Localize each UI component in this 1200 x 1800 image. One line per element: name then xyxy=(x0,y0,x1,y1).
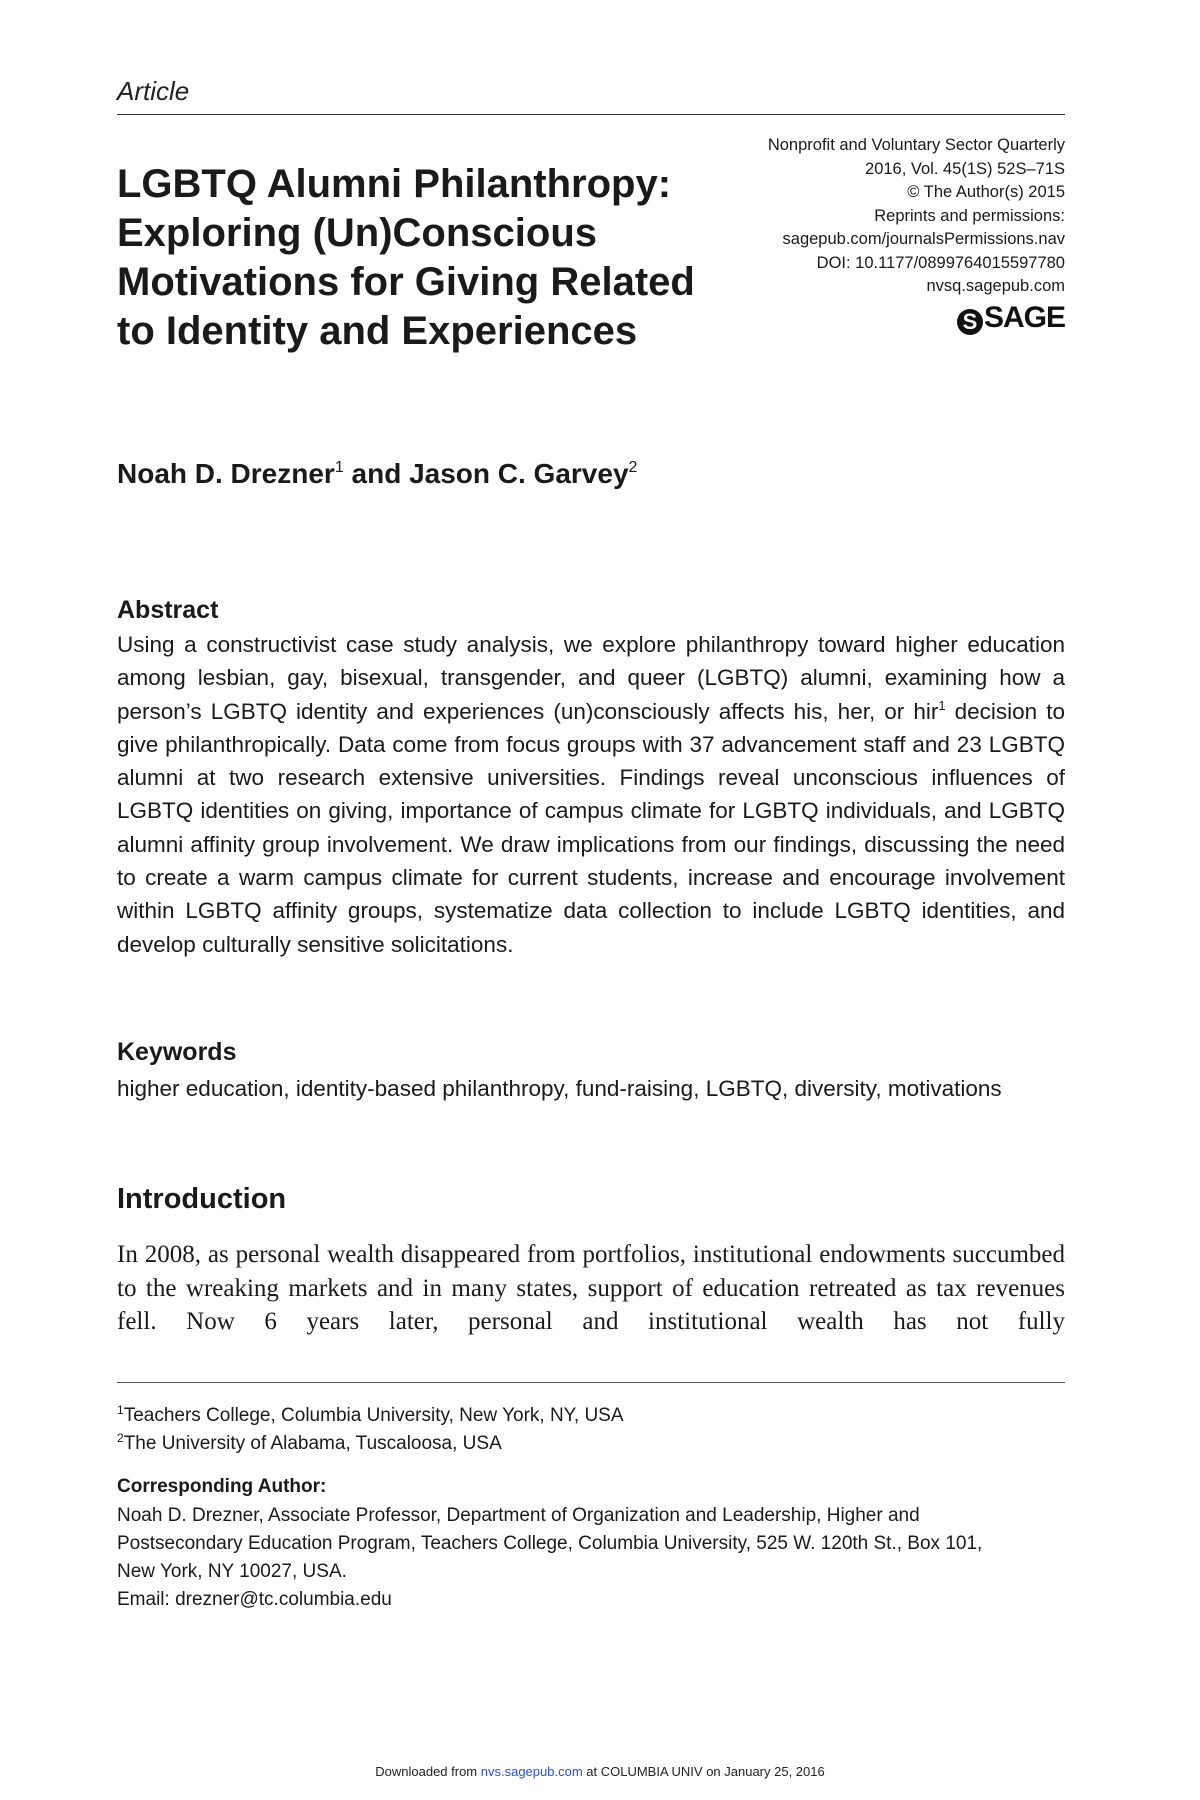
affiliation-marker: 2 xyxy=(117,1431,124,1445)
author-name: Jason C. Garvey xyxy=(409,458,629,489)
journal-url[interactable]: nvsq.sagepub.com xyxy=(926,277,1065,295)
affiliations xyxy=(117,1402,624,1458)
permissions-link[interactable]: sagepub.com/journalsPermissions.nav xyxy=(782,230,1065,248)
corresponding-author-heading: Corresponding Author: xyxy=(117,1476,327,1497)
author-joiner: and xyxy=(343,458,410,489)
header-rule xyxy=(117,114,1065,115)
reprints-label: Reprints and permissions: xyxy=(874,206,1065,225)
corresponding-line: Noah D. Drezner, Associate Professor, Department of Organization and Leadership, Higher and xyxy=(117,1505,920,1526)
journal-name: Nonprofit and Voluntary Sector Quarterly xyxy=(767,136,1065,154)
corresponding-email[interactable]: Email: drezner@tc.columbia.edu xyxy=(117,1589,392,1610)
author-name: Noah D. Drezner xyxy=(117,458,335,489)
title-line: Motivations for Giving Related xyxy=(117,260,695,304)
affiliation-marker: 1 xyxy=(334,459,344,476)
journal-volume: 2016, Vol. 45(1S) 52S–71S xyxy=(865,159,1065,178)
journal-meta xyxy=(768,134,1065,299)
corresponding-author-details xyxy=(117,1502,1065,1614)
download-prefix: Downloaded from xyxy=(375,1764,481,1779)
title-line: to Identity and Experiences xyxy=(117,309,638,353)
download-suffix: at COLUMBIA UNIV on January 25, 2016 xyxy=(582,1764,825,1779)
title-line: LGBTQ Alumni Philanthropy: xyxy=(117,162,672,206)
article-type-label: Article xyxy=(117,76,190,106)
sage-logo xyxy=(957,301,1065,335)
corresponding-line: Postsecondary Education Program, Teachers College, Columbia University, 525 W. 120th St., Box 101, xyxy=(117,1533,983,1554)
affiliation-text: The University of Alabama, Tuscaloosa, USA xyxy=(123,1433,502,1454)
title-line: Exploring (Un)Conscious xyxy=(117,211,597,255)
abstract-text-part: Using a constructivist case study analysis, we explore philanthropy toward higher education among lesbian, gay, bisexual, transgender, and queer (LGBTQ) alumni, examining how a person’s LGBTQ identity and experiences (un)consciously affects his, her, or hir xyxy=(117,632,1065,724)
keywords-text: higher education, identity-based philanthropy, fund-raising, LGBTQ, diversity, motivations xyxy=(117,1076,1002,1101)
download-link[interactable]: nvs.sagepub.com xyxy=(480,1764,583,1779)
footnote-marker: 1 xyxy=(938,697,946,713)
abstract-heading: Abstract xyxy=(117,596,219,624)
paper-title xyxy=(117,160,757,356)
affiliation-item xyxy=(117,1402,624,1430)
sage-logo-icon: S xyxy=(957,309,983,335)
introduction-heading: Introduction xyxy=(117,1183,287,1215)
affiliation-marker: 2 xyxy=(628,459,638,476)
corresponding-line: New York, NY 10027, USA. xyxy=(117,1561,347,1582)
abstract-text xyxy=(117,628,1065,961)
affiliation-marker: 1 xyxy=(117,1403,124,1417)
author-list xyxy=(117,458,637,490)
sage-logo-text: SAGE xyxy=(983,301,1065,334)
download-notice xyxy=(0,1764,1200,1779)
footnote-rule xyxy=(117,1382,1065,1383)
affiliation-item xyxy=(117,1430,624,1458)
doi[interactable]: DOI: 10.1177/0899764015597780 xyxy=(816,253,1065,272)
introduction-text: In 2008, as personal wealth disappeared from portfolios, institutional endowments succumbed to the wreaking markets and in many states, support of education retreated as tax revenues fell. Now 6 years later, personal and institutional wealth has not fully xyxy=(117,1241,1065,1335)
keywords-heading: Keywords xyxy=(117,1038,237,1066)
copyright: © The Author(s) 2015 xyxy=(907,183,1065,201)
abstract-text-part: decision to give philanthropically. Data come from focus groups with 37 advancement staff and 23 LGBTQ alumni at two research extensive universities. Findings reveal unconscious influences of LGBTQ identities on giving, importance of campus climate for LGBTQ individuals, and LGBTQ alumni affinity group involvement. We draw implications from our findings, discussing the need to create a warm campus climate for current students, increase and encourage involvement within LGBTQ affinity groups, systematize data collection to include LGBTQ identities, and develop culturally sensitive solicitations. xyxy=(117,698,1066,957)
affiliation-text: Teachers College, Columbia University, New York, NY, USA xyxy=(123,1405,624,1426)
